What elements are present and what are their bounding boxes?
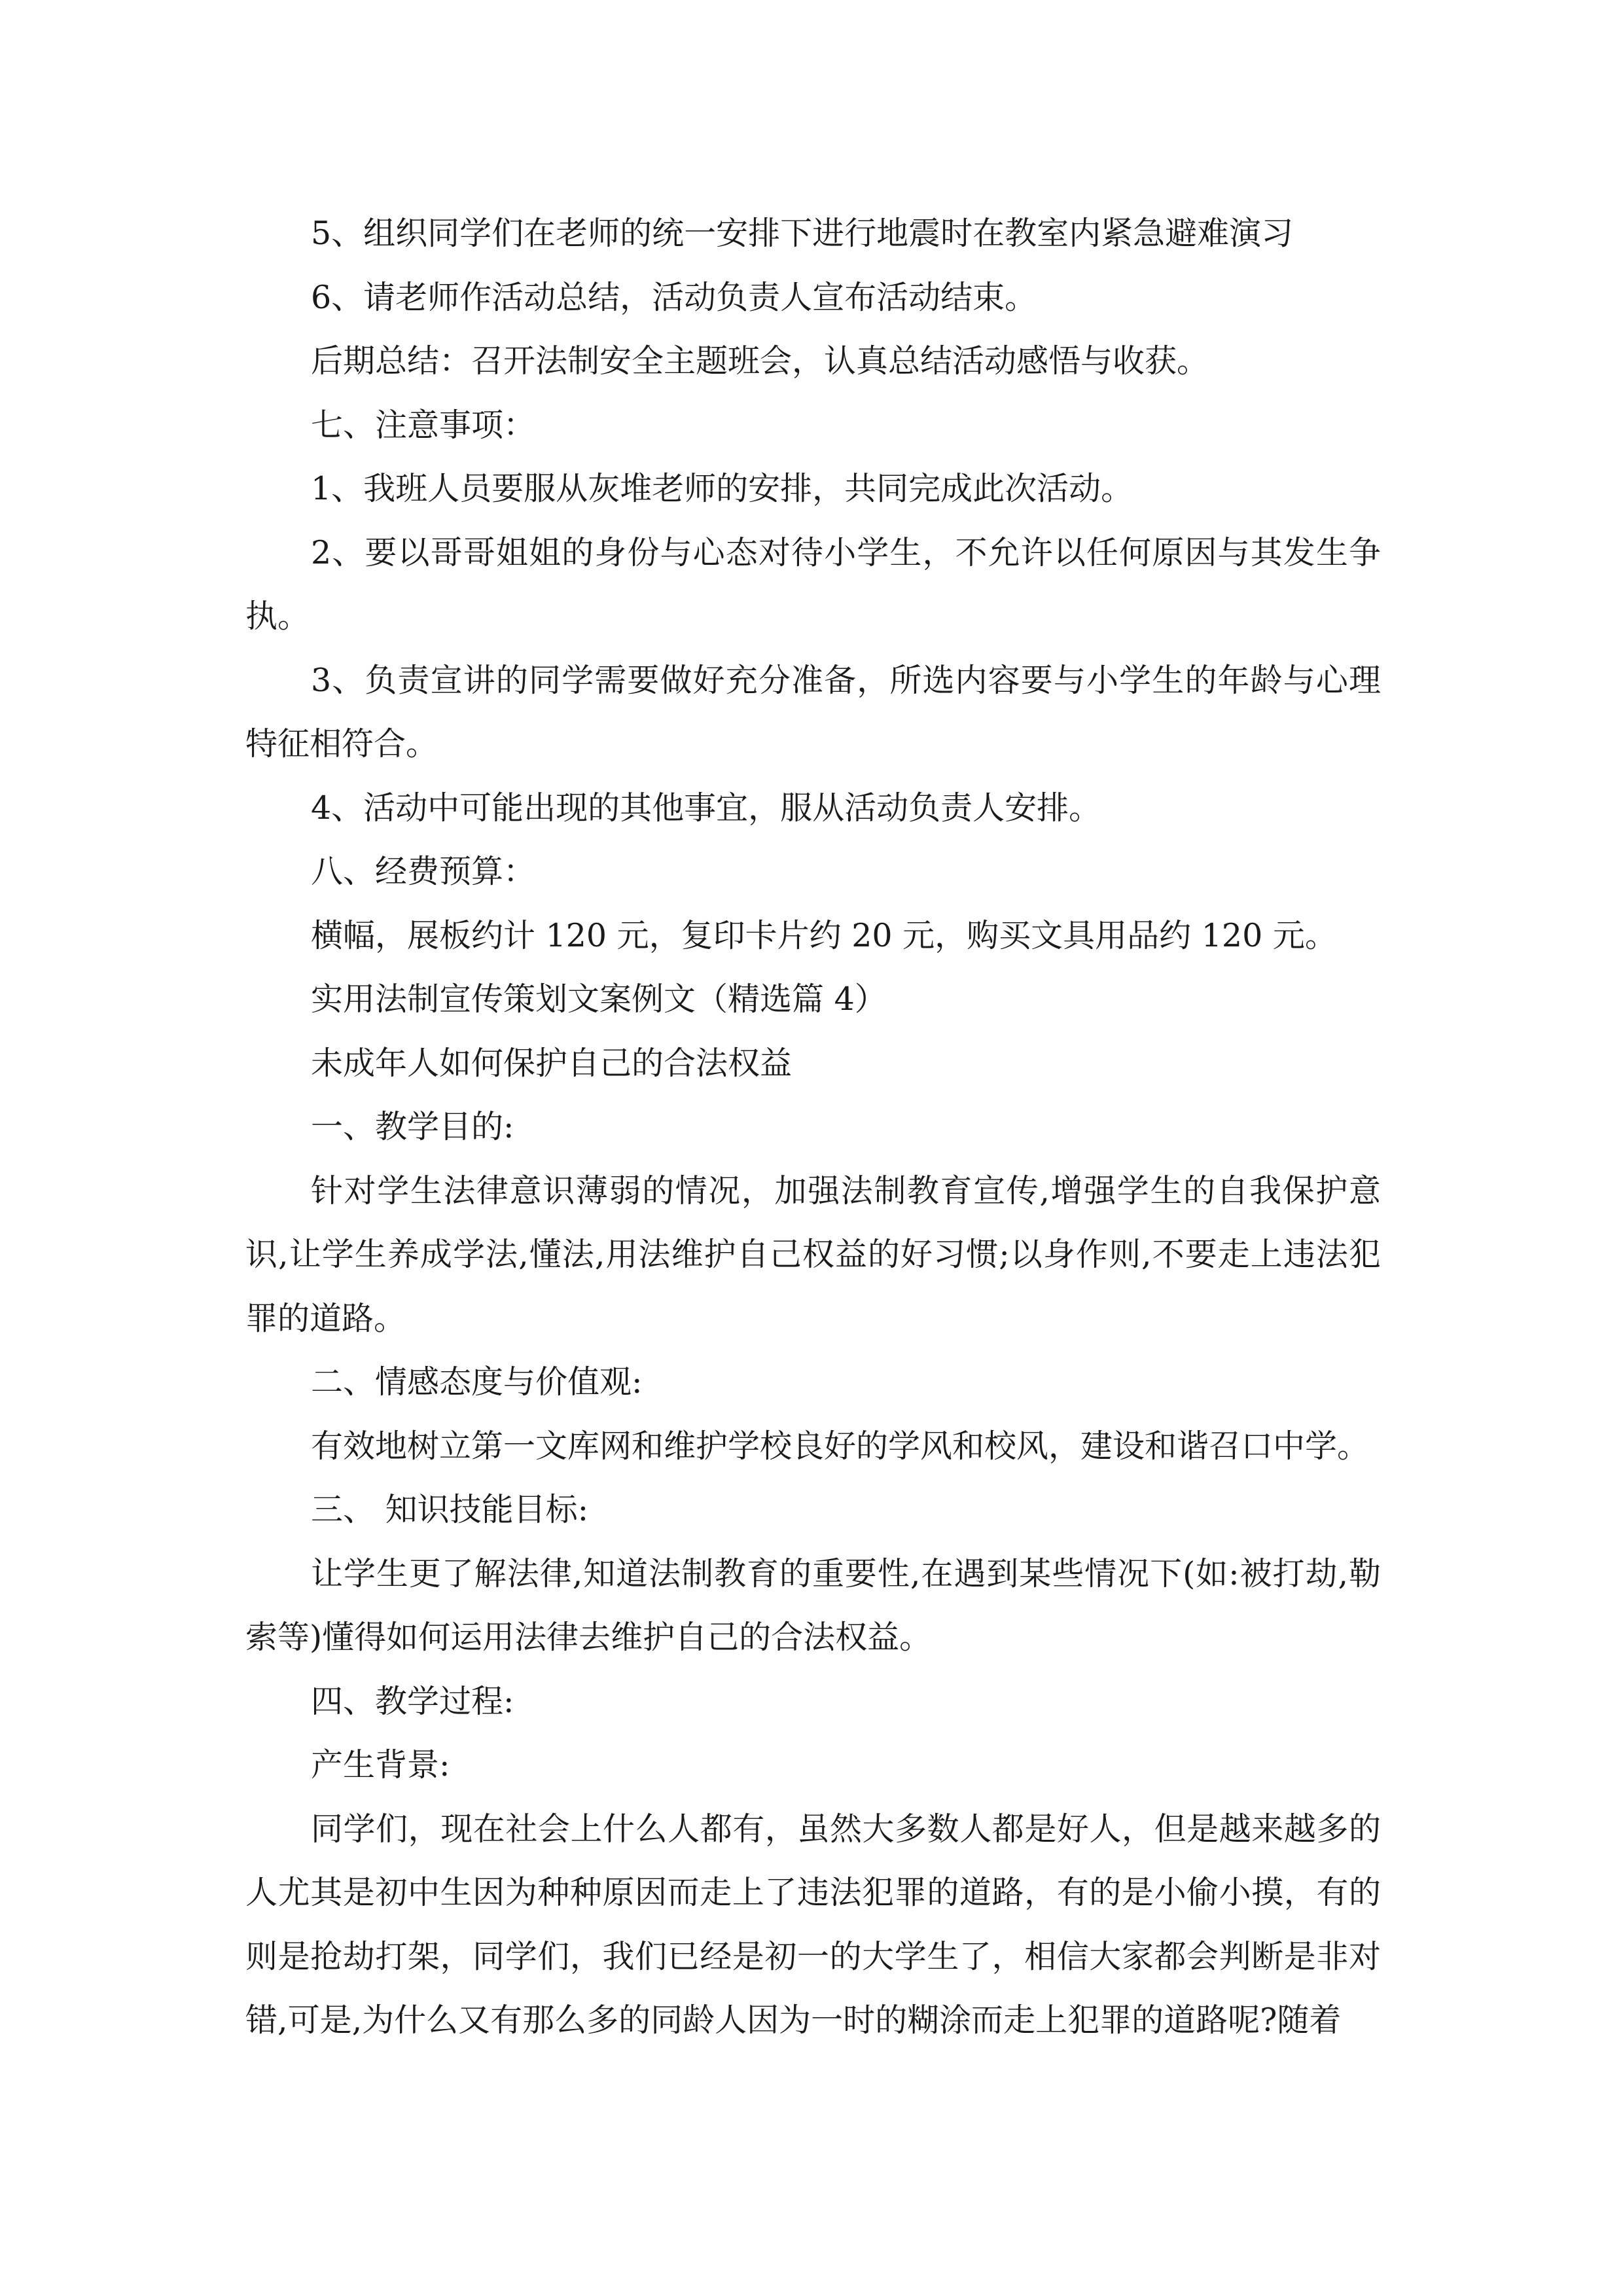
paragraph-budget: 横幅，展板约计 120 元，复印卡片约 20 元，购买文具用品约 120 元。 [311,916,1337,954]
paragraph-note-2: 2、要以哥哥姐姐的身份与心态对待小学生，不允许以任何原因与其发生争执。 [245,533,1381,635]
paragraph-teaching-goal: 针对学生法律意识薄弱的情况，加强法制教育宣传,增强学生的自我保护意识,让学生养成学法,懂法,用法维护自己权益的好习惯;以身作则,不要走上违法犯罪的道路。 [245,1172,1381,1337]
paragraph-background: 同学们，现在社会上什么人都有，虽然大多数人都是好人，但是越来越多的人尤其是初中生因为种种原因而走上了违法犯罪的道路，有的是小偷小摸，有的则是抢劫打架，同学们，我们已经是初一的大学生了，相信大家都会判断是非对错,可是,为什么又有那么多的同龄人因为一时的糊涂而走上犯罪的道路呢?随着 [245,1810,1381,2039]
article-subtitle: 未成年人如何保护自己的合法权益 [311,1044,793,1082]
section-heading-values: 二、情感态度与价值观: [311,1363,643,1401]
section-heading-skills: 三、 知识技能目标: [311,1491,589,1528]
paragraph-later-summary: 后期总结：召开法制安全主题班会，认真总结活动感悟与收获。 [311,342,1209,380]
document-body [245,202,1381,2053]
paragraph-item-5: 5、组织同学们在老师的统一安排下进行地震时在教室内紧急避难演习 [311,215,1294,252]
paragraph-skills: 让学生更了解法律,知道法制教育的重要性,在遇到某些情况下(如:被打劫,勒索等)懂得如何运用法律去维护自己的合法权益。 [245,1554,1381,1656]
paragraph-item-6: 6、请老师作活动总结，活动负责人宣布活动结束。 [311,278,1037,316]
section-heading-notes: 七、注意事项： [311,406,536,444]
paragraph-values: 有效地树立第一文库网和维护学校良好的学风和校风，建设和谐召口中学。 [311,1427,1370,1465]
paragraph-note-4: 4、活动中可能出现的其他事宜，服从活动负责人安排。 [311,789,1101,827]
subheading-background: 产生背景: [311,1746,450,1784]
section-heading-teaching-goal: 一、教学目的: [311,1108,514,1145]
section-heading-budget: 八、经费预算： [311,853,536,890]
paragraph-note-1: 1、我班人员要服从灰堆老师的安排，共同完成此次活动。 [311,470,1133,507]
section-heading-process: 四、教学过程: [311,1682,514,1720]
paragraph-note-3: 3、负责宣讲的同学需要做好充分准备，所选内容要与小学生的年龄与心理特征相符合。 [245,661,1381,762]
article-title: 实用法制宣传策划文案例文（精选篇 4） [311,980,887,1018]
